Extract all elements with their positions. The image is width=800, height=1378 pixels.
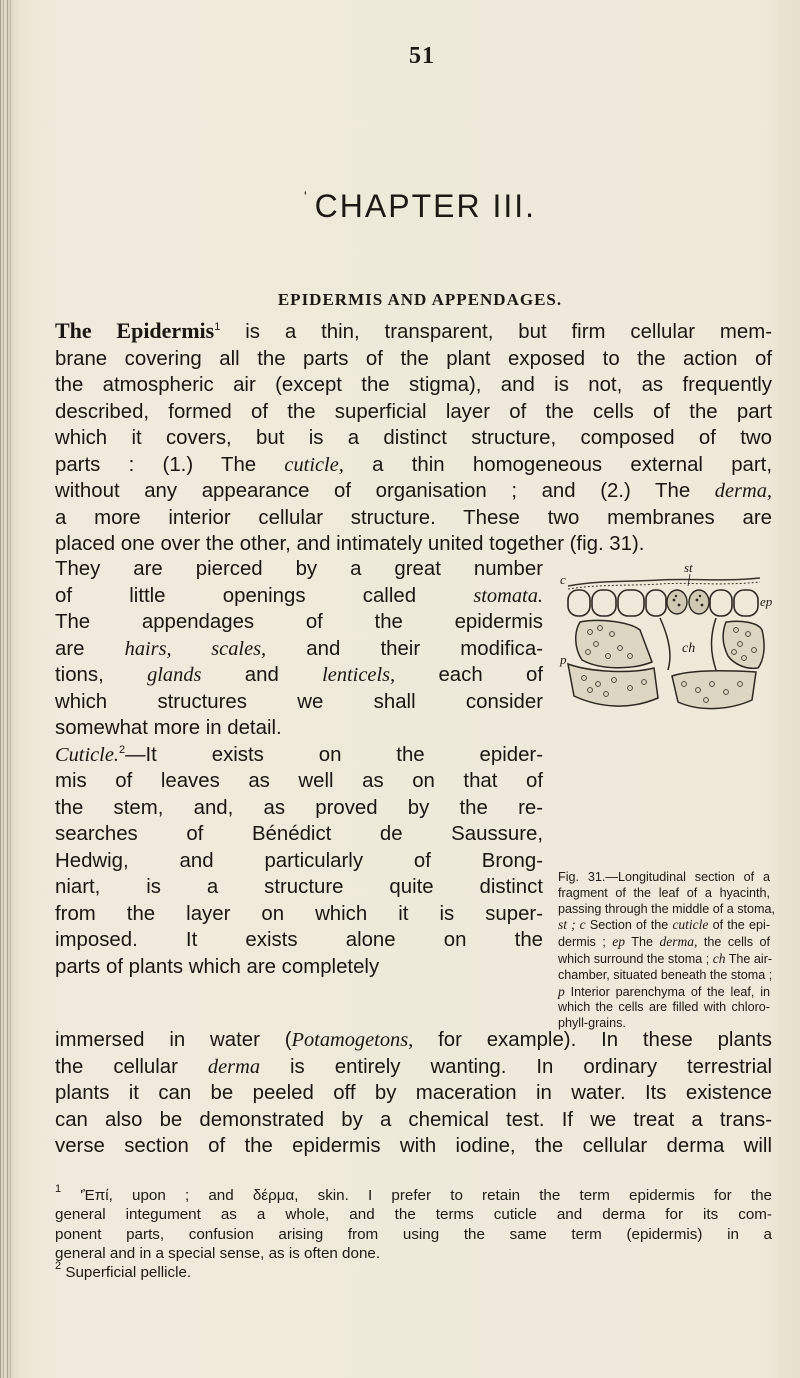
text-run: mis of leaves as well as on that of	[55, 770, 543, 792]
text-run: The Epidermis	[55, 318, 215, 343]
text-line	[55, 821, 543, 848]
text-line	[55, 399, 772, 426]
text-run: which it covers, but is a distinct structure, composed of two	[55, 427, 772, 449]
text-run: which the cells are filled with chloro-	[558, 1000, 770, 1015]
text-run: brane covering all the parts of the plant exposed to the action of	[55, 347, 772, 370]
text-line	[558, 886, 770, 902]
text-line	[558, 984, 770, 1001]
text-run: fragment of the leaf of a hyacinth,	[558, 885, 770, 900]
text-run: general and in a special sense, as is often done.	[55, 1244, 381, 1262]
text-run: cuticle	[672, 917, 709, 933]
text-run: 2	[119, 743, 126, 756]
page-number: 51	[409, 43, 435, 69]
text-line	[55, 715, 543, 742]
text-line	[55, 1244, 772, 1263]
text-run: described, formed of the superficial layer of the cells of the part	[55, 400, 772, 423]
text-run: the atmospheric air (except the stigma), and is not, as frequently	[55, 374, 772, 396]
text-run: 1	[214, 321, 221, 333]
label-ep: ep	[760, 594, 773, 609]
text-line	[55, 1133, 772, 1160]
text-line	[55, 795, 543, 822]
text-run: glands	[147, 664, 202, 686]
text-run: Potamogetons,	[291, 1029, 414, 1051]
text-line	[558, 967, 773, 984]
text-line	[55, 742, 543, 769]
text-line	[55, 425, 772, 452]
text-run: and their modifica-	[266, 637, 543, 660]
text-line	[558, 870, 770, 886]
text-run: placed one over the other, and intimately united together (fig. 31).	[55, 533, 645, 555]
chapter-title: CHAPTER III.	[314, 188, 537, 224]
text-run: tions,	[55, 664, 148, 686]
text-run: Section of the	[585, 918, 673, 933]
text-line	[558, 1016, 770, 1032]
text-run: and	[201, 664, 323, 686]
text-run: the cells of	[697, 935, 770, 950]
text-run: of little openings called	[55, 584, 474, 607]
text-run: a thin homogeneous external part,	[343, 453, 772, 476]
text-run: ch	[712, 950, 726, 966]
text-line	[558, 917, 770, 934]
text-run: phyll-grains.	[558, 1016, 626, 1031]
text-run: The	[625, 935, 660, 950]
text-run: st ; c	[558, 917, 586, 933]
text-run: ponent parts, confusion arising from using the same term (epidermis) in a	[55, 1225, 772, 1243]
text-line	[55, 556, 543, 583]
body-paragraph	[55, 318, 772, 558]
text-run: 2	[55, 1260, 62, 1273]
text-run: can also be demonstrated by a chemical test. If we treat a trans-	[55, 1108, 772, 1131]
text-line	[55, 318, 772, 346]
text-run: The air-	[725, 951, 773, 966]
text-run: are	[55, 637, 125, 660]
text-run: chamber, situated beneath the stoma ;	[558, 967, 773, 982]
text-run: without any appearance of organisation ; and (2.) The	[55, 480, 715, 502]
text-run: Interior parenchyma of the leaf, in	[564, 984, 770, 999]
body-paragraph-narrow	[55, 556, 543, 980]
text-line	[558, 950, 773, 968]
text-run: somewhat more in detail.	[55, 717, 282, 739]
text-run: Fig. 31.—Longitudinal section of a	[558, 870, 770, 884]
text-run: p	[558, 983, 565, 999]
text-line	[55, 1107, 772, 1134]
text-run: 'Ἐπί, upon ; and δέρμα, skin. I prefer to retain the term epidermis for the	[61, 1187, 772, 1204]
figure-caption	[558, 870, 776, 1032]
text-run: stomata.	[473, 584, 543, 607]
text-run: plants it can be peeled off by maceration in water. Its existence	[55, 1082, 772, 1104]
text-run: derma,	[714, 480, 772, 502]
text-line	[55, 478, 772, 505]
body-paragraph-continued	[55, 1027, 772, 1160]
text-line	[55, 1183, 772, 1205]
text-run: hairs, scales,	[124, 637, 267, 660]
text-run: Superficial pellicle.	[61, 1264, 192, 1282]
text-run: lenticels,	[322, 664, 396, 686]
text-line	[55, 505, 772, 532]
cuticle-line	[568, 578, 760, 586]
section-title: EPIDERMIS AND APPENDAGES.	[277, 290, 563, 309]
text-run: dermis ;	[558, 935, 613, 950]
text-run: parts of plants which are completely	[55, 955, 380, 978]
guard-cells	[667, 590, 709, 614]
text-run: immersed in water (	[55, 1029, 292, 1051]
text-run: of the epi-	[708, 918, 771, 933]
text-run: verse section of the epidermis with iodine, the cellular derma will	[55, 1135, 772, 1157]
text-run: the cellular	[55, 1055, 208, 1078]
text-run: searches of Bénédict de Saussure,	[55, 823, 543, 845]
text-line	[55, 901, 543, 928]
epidermal-cells	[568, 590, 758, 616]
text-line	[55, 1260, 772, 1282]
text-line	[558, 901, 776, 918]
text-run: is entirely wanting. In ordinary terrestrial	[260, 1055, 772, 1078]
label-c: c	[560, 572, 566, 587]
text-run: —It exists on the epider-	[125, 743, 543, 766]
text-run: They are pierced by a great number	[55, 558, 543, 580]
text-run: a more interior cellular structure. These two membranes are	[55, 506, 772, 529]
text-run: ep	[612, 934, 626, 950]
text-line	[55, 609, 543, 636]
text-line	[55, 954, 543, 981]
text-run: the stem, and, as proved by the re-	[55, 796, 543, 819]
text-line	[55, 1054, 772, 1081]
text-line	[55, 768, 543, 795]
text-run: Cuticle.	[55, 743, 119, 766]
text-line	[558, 1000, 770, 1016]
text-run: cuticle,	[284, 453, 344, 476]
text-run: derma	[207, 1055, 261, 1078]
text-run: passing through the middle of a stoma,	[558, 901, 776, 916]
text-run: niart, is a structure quite distinct	[55, 876, 543, 898]
text-line	[55, 662, 543, 689]
text-run: derma,	[659, 934, 698, 950]
text-run: which surround the stoma ;	[558, 951, 713, 966]
text-line	[55, 874, 543, 901]
text-run: general integument as a whole, and the terms cuticle and derma for its com-	[55, 1206, 772, 1224]
text-line	[55, 636, 543, 663]
chapter-heading	[0, 188, 800, 225]
tick-mark-icon: '	[303, 188, 309, 204]
text-run: which structures we shall consider	[55, 690, 543, 713]
text-line	[55, 583, 543, 610]
text-line	[55, 1080, 772, 1107]
text-run: from the layer on which it is super-	[55, 902, 543, 925]
label-ch: ch	[682, 641, 696, 656]
text-line	[55, 1205, 772, 1224]
text-run: The appendages of the epidermis	[55, 611, 543, 633]
text-line	[55, 927, 543, 954]
text-line	[55, 372, 772, 399]
text-line	[55, 452, 772, 479]
text-line	[558, 934, 770, 951]
text-run: 1	[55, 1183, 62, 1195]
label-st: st	[684, 560, 693, 575]
text-line	[55, 848, 543, 875]
text-run: parts : (1.) The	[55, 453, 285, 476]
text-run: is a thin, transparent, but firm cellular mem-	[220, 321, 772, 343]
text-run: each of	[395, 664, 544, 686]
label-p: p	[560, 652, 567, 667]
text-line	[55, 689, 543, 716]
text-line	[55, 346, 772, 373]
footnotes	[55, 1183, 772, 1282]
figure-31-stoma-section	[560, 560, 773, 860]
text-line	[55, 531, 772, 558]
text-line	[55, 1225, 772, 1244]
text-run: Hedwig, and particularly of Brong-	[55, 849, 543, 872]
text-run: imposed. It exists alone on the	[55, 929, 543, 951]
text-run: for example). In these plants	[413, 1029, 773, 1051]
